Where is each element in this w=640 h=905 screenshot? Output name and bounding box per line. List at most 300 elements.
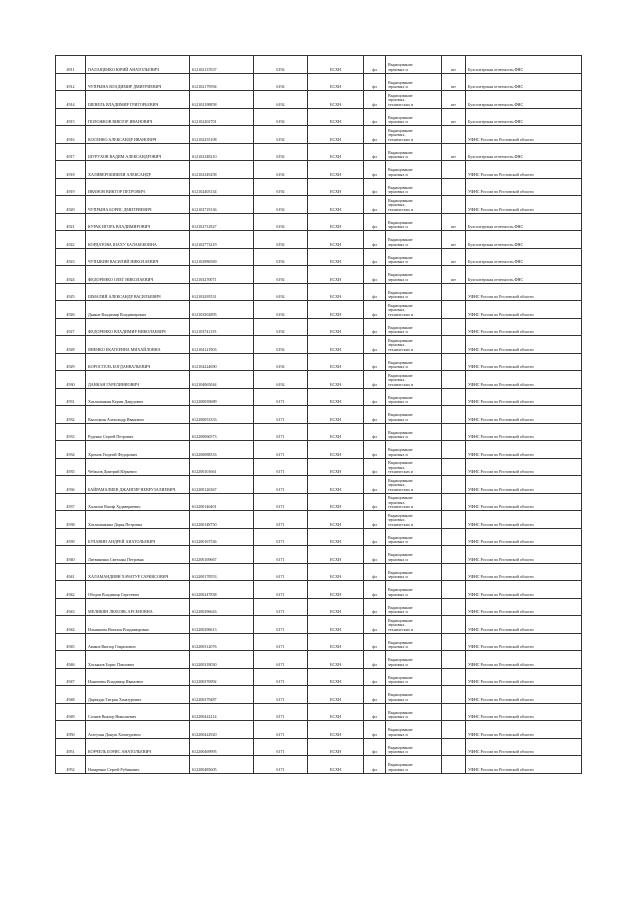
control-authority: УФНС России по Ростовской области (466, 406, 582, 424)
unit: шт (442, 91, 466, 109)
row-number: 4933 (56, 423, 86, 441)
taxpayer-name: Хатламанкин Керим Давудович (86, 388, 190, 406)
tax-regime: ЕСХН (308, 528, 364, 546)
tax-office-code: 6192 (254, 301, 308, 319)
taxpayer-type: фл (364, 686, 386, 704)
taxpayer-type: фл (364, 721, 386, 739)
activity-description (386, 528, 442, 546)
activity-line: Выращивание (388, 478, 413, 483)
taxpayer-name: Хромов Георгий Федорович (86, 441, 190, 459)
unit: шт (442, 213, 466, 231)
tax-office-code: 6192 (254, 231, 308, 249)
activity-description (386, 598, 442, 616)
activity-description (386, 388, 442, 406)
control-authority: Бухгалтерская отчетность,ФНС (466, 231, 582, 249)
tax-regime: ЕСХН (308, 651, 364, 669)
taxpayer-inn: 612104065044 (190, 371, 254, 389)
taxpayer-name: Дьяков Владимир Владимирович (86, 301, 190, 319)
tax-office-code: 6171 (254, 756, 308, 774)
tax-office-code: 6171 (254, 616, 308, 634)
row-number: 4912 (56, 73, 86, 91)
taxpayer-type: фл (364, 91, 386, 109)
activity-line: Выращивание (388, 168, 413, 173)
table-row (56, 213, 582, 231)
taxpayer-inn: 612102405134 (190, 178, 254, 196)
taxpayer-type: фл (364, 476, 386, 494)
activity-line: Выращивание (388, 80, 413, 85)
unit (442, 493, 466, 511)
taxpayer-name: КОРОСТЕЛЬ БОГДАНВАЛЬЕВИЧ (86, 353, 190, 371)
taxpayer-type: фл (364, 266, 386, 284)
control-authority: УФНС России по Ростовской области (466, 441, 582, 459)
control-authority: УФНС России по Ростовской области (466, 458, 582, 476)
taxpayer-type: фл (364, 388, 386, 406)
taxpayer-type: фл (364, 668, 386, 686)
control-authority: УФНС России по Ростовской области (466, 563, 582, 581)
taxpayer-type: фл (364, 633, 386, 651)
taxpayer-type: фл (364, 73, 386, 91)
tax-regime: ЕСХН (308, 73, 364, 91)
activity-description (386, 353, 442, 371)
activity-line: зерновых, (388, 465, 406, 470)
taxpayer-type: фл (364, 756, 386, 774)
taxpayer-type: фл (364, 161, 386, 179)
taxpayer-type: фл (364, 528, 386, 546)
taxpayer-name: ХАЛЯВЕРОШВИЛИ АЛЕКСАНДР (86, 161, 190, 179)
taxpayer-inn: 612200053333 (190, 406, 254, 424)
activity-description (386, 143, 442, 161)
row-number: 4918 (56, 161, 86, 179)
activity-line: технических и (388, 207, 414, 212)
activity-description (386, 283, 442, 301)
control-authority: Бухгалтерская отчетность,ФНС (466, 266, 582, 284)
taxpayer-inn: 612200422214 (190, 703, 254, 721)
tax-office-code: 6171 (254, 651, 308, 669)
unit (442, 581, 466, 599)
tax-regime: ЕСХН (308, 738, 364, 756)
taxpayer-name: Литвиненко Светлана Петровна (86, 546, 190, 564)
taxpayer-type: фл (364, 318, 386, 336)
tax-regime: ЕСХН (308, 196, 364, 214)
activity-description (386, 458, 442, 476)
taxpayer-inn: 612200376992 (190, 668, 254, 686)
taxpayer-name: ИВАНОВ ВИКТОР ПЕТРОВИЧ (86, 178, 190, 196)
activity-line: технических и (388, 627, 414, 632)
tax-office-code: 6192 (254, 108, 308, 126)
taxpayer-inn: 612102137637 (190, 56, 254, 74)
table-row (56, 668, 582, 686)
taxpayer-type: фл (364, 231, 386, 249)
taxpayer-name: ПОЛОЖКОВ ВИКТОР ИВАНОВИЧ (86, 108, 190, 126)
taxpayer-name: КУРАК ИГОРЬ ВЛАДИМИРОВИЧ (86, 213, 190, 231)
tax-regime: ЕСХН (308, 266, 364, 284)
taxpayer-type: фл (364, 126, 386, 144)
activity-line: Выращивание (388, 763, 413, 768)
taxpayer-inn: 612200379487 (190, 686, 254, 704)
control-authority: УФНС России по Ростовской области (466, 633, 582, 651)
control-authority: УФНС России по Ростовской области (466, 196, 582, 214)
taxpayer-inn: 612200039689 (190, 388, 254, 406)
taxpayer-name: Руденко Сергей Петрович (86, 423, 190, 441)
row-number: 4947 (56, 668, 86, 686)
control-authority: УФНС России по Ростовской области (466, 476, 582, 494)
activity-description (386, 738, 442, 756)
taxpayer-name: Ободов Владимир Сергеевич (86, 581, 190, 599)
tax-regime: ЕСХН (308, 143, 364, 161)
unit (442, 388, 466, 406)
activity-line: технических и (388, 487, 414, 492)
control-authority: Бухгалтерская отчетность,ФНС (466, 213, 582, 231)
table-row (56, 56, 582, 74)
taxpayer-type: фл (364, 371, 386, 389)
tax-regime: ЕСХН (308, 231, 364, 249)
activity-line: Выращивание (388, 93, 413, 98)
table-row (56, 178, 582, 196)
control-authority: Бухгалтерская отчетность,ФНС (466, 143, 582, 161)
activity-line: зерновых, (388, 98, 406, 103)
taxpayer-inn: 612200148750 (190, 511, 254, 529)
activity-line: Выращивание (388, 395, 413, 400)
activity-line: Выращивание (388, 325, 413, 330)
activity-line: технических и (388, 347, 414, 352)
activity-line: технических и (388, 470, 414, 475)
table-row (56, 511, 582, 529)
unit: шт (442, 73, 466, 91)
control-authority: УФНС России по Ростовской области (466, 126, 582, 144)
taxpayer-name: ШЕВЕЛЬ ВЛАДИМИР ГРИГОРЬЕВИЧ (86, 91, 190, 109)
activity-line: технических и (388, 522, 414, 527)
activity-description (386, 423, 442, 441)
activity-description (386, 668, 442, 686)
control-authority: УФНС России по Ростовской области (466, 651, 582, 669)
activity-line: зерновых и (388, 85, 408, 90)
activity-line: Выращивание (388, 128, 413, 133)
tax-office-code: 6171 (254, 423, 308, 441)
activity-line: Выращивание (388, 496, 413, 501)
tax-regime: ЕСХН (308, 371, 364, 389)
tax-regime: ЕСХН (308, 56, 364, 74)
activity-line: зерновых и (388, 172, 408, 177)
activity-description (386, 56, 442, 74)
taxpayer-type: фл (364, 406, 386, 424)
activity-line: Выращивание (388, 373, 413, 378)
table-row (56, 476, 582, 494)
tax-office-code: 6171 (254, 406, 308, 424)
activity-line: Выращивание (388, 605, 413, 610)
activity-line: зерновых и (388, 557, 408, 562)
unit (442, 318, 466, 336)
activity-description (386, 476, 442, 494)
activity-description (386, 196, 442, 214)
activity-description (386, 441, 442, 459)
row-number: 4920 (56, 196, 86, 214)
activity-line: Выращивание (388, 448, 413, 453)
tax-office-code: 6171 (254, 476, 308, 494)
row-number: 4927 (56, 318, 86, 336)
taxpayer-name: Ильинкова Наталья Владимировна (86, 616, 190, 634)
taxpayer-inn: 612103295531 (190, 283, 254, 301)
unit (442, 668, 466, 686)
taxpayer-inn: 612102179594 (190, 73, 254, 91)
row-number: 4951 (56, 738, 86, 756)
table-row (56, 738, 582, 756)
tax-office-code: 6171 (254, 721, 308, 739)
activity-description (386, 756, 442, 774)
taxpayer-inn: 612102349258 (190, 161, 254, 179)
taxpayer-inn: 612200066573 (190, 423, 254, 441)
taxpayer-name: ЧУПРЫНА ВЛАДИМИР ДМИТРИЕВИЧ (86, 73, 190, 91)
tax-regime: ЕСХН (308, 703, 364, 721)
taxpayer-name: Аваков Виктор Генрихович (86, 633, 190, 651)
taxpayer-name: ПАЛАЩЕНКО ЮРИЙ АНАТОЛЬЕВИЧ (86, 56, 190, 74)
activity-line: зерновых и (388, 645, 408, 650)
register-page (55, 55, 581, 774)
activity-description (386, 248, 442, 266)
taxpayer-type: фл (364, 178, 386, 196)
tax-regime: ЕСХН (308, 546, 364, 564)
activity-description (386, 318, 442, 336)
activity-description (386, 406, 442, 424)
tax-office-code: 6192 (254, 353, 308, 371)
activity-description (386, 213, 442, 231)
table-row (56, 353, 582, 371)
tax-regime: ЕСХН (308, 301, 364, 319)
taxpayer-name: Даракуди Тигран Хачатурович (86, 686, 190, 704)
unit (442, 161, 466, 179)
taxpayer-name: Халилов Вагиф Худавериевич (86, 493, 190, 511)
taxpayer-type: фл (364, 248, 386, 266)
taxpayer-type: фл (364, 423, 386, 441)
unit (442, 546, 466, 564)
taxpayer-type: фл (364, 108, 386, 126)
unit: шт (442, 248, 466, 266)
tax-regime: ЕСХН (308, 283, 364, 301)
table-row (56, 546, 582, 564)
activity-line: зерновых и (388, 67, 408, 72)
taxpayer-name: КОСЕНКО АЛЕКСАНДР ИВАНОВИЧ (86, 126, 190, 144)
table-row (56, 721, 582, 739)
activity-description (386, 336, 442, 354)
control-authority: УФНС России по Ростовской области (466, 493, 582, 511)
taxpayer-type: фл (364, 616, 386, 634)
activity-description (386, 91, 442, 109)
activity-line: зерновых и (388, 452, 408, 457)
taxpayer-inn: 612102986569 (190, 248, 254, 266)
row-number: 4937 (56, 493, 86, 511)
tax-office-code: 6192 (254, 248, 308, 266)
taxpayer-type: фл (364, 651, 386, 669)
tax-office-code: 6192 (254, 266, 308, 284)
tax-regime: ЕСХН (308, 126, 364, 144)
activity-line: Выращивание (388, 338, 413, 343)
tax-office-code: 6192 (254, 318, 308, 336)
taxpayer-inn: 612102198858 (190, 91, 254, 109)
taxpayer-name: Назаренко Сергей Рубинович (86, 756, 190, 774)
table-row (56, 528, 582, 546)
activity-line: зерновых и (388, 330, 408, 335)
tax-regime: ЕСХН (308, 161, 364, 179)
table-row (56, 651, 582, 669)
taxpayer-inn: 612200312076 (190, 633, 254, 651)
taxpayer-name: БУЛАВИН АНДРЕЙ АНАТОЛЬЕВИЧ (86, 528, 190, 546)
tax-office-code: 6192 (254, 143, 308, 161)
activity-line: Выращивание (388, 150, 413, 155)
activity-line: зерновых и (388, 592, 408, 597)
table-row (56, 423, 582, 441)
activity-line: Выращивание (388, 745, 413, 750)
taxpayer-name: ФЕДОРЕНКО ОЛЕГ НИКОЛАЕВИЧ (86, 266, 190, 284)
control-authority: УФНС России по Ростовской области (466, 318, 582, 336)
taxpayer-type: фл (364, 581, 386, 599)
activity-line: Выращивание (388, 570, 413, 575)
taxpayer-inn: 612102719136 (190, 196, 254, 214)
control-authority: УФНС России по Ростовской области (466, 686, 582, 704)
tax-office-code: 6171 (254, 598, 308, 616)
activity-line: зерновых и (388, 767, 408, 772)
activity-line: Выращивание (388, 198, 413, 203)
unit: шт (442, 231, 466, 249)
taxpayer-name: КОРДАТОВА ШАХУ БАЛАБЕКОВНА (86, 231, 190, 249)
table-row (56, 493, 582, 511)
taxpayer-inn: 612200318030 (190, 651, 254, 669)
activity-line: зерновых, (388, 518, 406, 523)
activity-line: зерновых и (388, 190, 408, 195)
control-authority: УФНС России по Ростовской области (466, 581, 582, 599)
activity-line: Выращивание (388, 115, 413, 120)
row-number: 4942 (56, 581, 86, 599)
activity-description (386, 581, 442, 599)
table-row (56, 616, 582, 634)
activity-line: Выращивание (388, 413, 413, 418)
table-row (56, 388, 582, 406)
activity-line: зерновых и (388, 277, 408, 282)
activity-description (386, 266, 442, 284)
control-authority: УФНС России по Ростовской области (466, 546, 582, 564)
activity-line: Выращивание (388, 303, 413, 308)
activity-line: зерновых и (388, 260, 408, 265)
activity-line: Выращивание (388, 513, 413, 518)
activity-description (386, 721, 442, 739)
activity-line: зерновых и (388, 680, 408, 685)
row-number: 4938 (56, 511, 86, 529)
control-authority: УФНС России по Ростовской области (466, 353, 582, 371)
register-body (56, 56, 582, 774)
taxpayer-inn: 612102255108 (190, 126, 254, 144)
tax-office-code: 6171 (254, 493, 308, 511)
tax-regime: ЕСХН (308, 353, 364, 371)
control-authority: УФНС России по Ростовской области (466, 301, 582, 319)
activity-line: зерновых и (388, 435, 408, 440)
table-row (56, 336, 582, 354)
activity-line: зерновых и (388, 575, 408, 580)
taxpayer-inn: 612102348210 (190, 143, 254, 161)
unit (442, 738, 466, 756)
taxpayer-type: фл (364, 213, 386, 231)
taxpayer-name: БАЙРАМАЛИЕВ ДЖАНГИР НЕВРУЗАЛИЕВИЧ (86, 476, 190, 494)
unit (442, 336, 466, 354)
taxpayer-inn: 612200485605 (190, 756, 254, 774)
tax-office-code: 6192 (254, 56, 308, 74)
taxpayer-inn: 612104224690 (190, 353, 254, 371)
taxpayer-inn: 612104121903 (190, 336, 254, 354)
taxpayer-name: Чебанов Дмитрий Юрьевич (86, 458, 190, 476)
control-authority: УФНС России по Ростовской области (466, 756, 582, 774)
tax-regime: ЕСХН (308, 598, 364, 616)
taxpayer-name: ХАЛАМАНДИЯН ХАЧАТУР САРКИСОВИЧ (86, 563, 190, 581)
taxpayer-type: фл (364, 336, 386, 354)
tax-regime: ЕСХН (308, 563, 364, 581)
taxpayer-inn: 612200167536 (190, 528, 254, 546)
row-number: 4943 (56, 598, 86, 616)
activity-description (386, 231, 442, 249)
table-row (56, 318, 582, 336)
activity-line: зерновых и (388, 365, 408, 370)
taxpayer-inn: 612102202701 (190, 108, 254, 126)
tax-office-code: 6192 (254, 91, 308, 109)
activity-line: зерновых и (388, 155, 408, 160)
row-number: 4935 (56, 458, 86, 476)
tax-regime: ЕСХН (308, 458, 364, 476)
taxpayer-inn: 612200126367 (190, 476, 254, 494)
taxpayer-type: фл (364, 546, 386, 564)
tax-regime: ЕСХН (308, 388, 364, 406)
activity-description (386, 686, 442, 704)
taxpayer-name: ФЕДОРЕНКО ВЛАДИМИР НИКОЛАЕВИЧ (86, 318, 190, 336)
unit (442, 721, 466, 739)
control-authority: УФНС России по Ростовской области (466, 371, 582, 389)
row-number: 4923 (56, 248, 86, 266)
table-row (56, 406, 582, 424)
activity-line: Выращивание (388, 675, 413, 680)
taxpayer-type: фл (364, 441, 386, 459)
taxpayer-inn: 612200101661 (190, 458, 254, 476)
activity-line: зерновых и (388, 225, 408, 230)
row-number: 4924 (56, 266, 86, 284)
taxpayer-name: КОРЧЕЛЬ БОРИС АНАТОЛЬЕВИЧ (86, 738, 190, 756)
table-row (56, 458, 582, 476)
control-authority: Бухгалтерская отчетность,ФНС (466, 248, 582, 266)
row-number: 4939 (56, 528, 86, 546)
activity-line: Выращивание (388, 535, 413, 540)
tax-regime: ЕСХН (308, 581, 364, 599)
row-number: 4934 (56, 441, 86, 459)
control-authority: УФНС России по Ростовской области (466, 511, 582, 529)
activity-line: Выращивание (388, 693, 413, 698)
activity-description (386, 511, 442, 529)
row-number: 4931 (56, 388, 86, 406)
row-number: 4948 (56, 686, 86, 704)
activity-description (386, 703, 442, 721)
tax-office-code: 6192 (254, 178, 308, 196)
taxpayer-inn: 612200296643 (190, 598, 254, 616)
row-number: 4916 (56, 126, 86, 144)
activity-line: зерновых, (388, 133, 406, 138)
unit (442, 406, 466, 424)
control-authority: УФНС России по Ростовской области (466, 703, 582, 721)
activity-line: Выращивание (388, 618, 413, 623)
unit (442, 441, 466, 459)
table-row (56, 91, 582, 109)
tax-office-code: 6171 (254, 633, 308, 651)
activity-line: зерновых, (388, 203, 406, 208)
tax-office-code: 6171 (254, 581, 308, 599)
taxpayer-inn: 612200178553 (190, 563, 254, 581)
taxpayer-inn: 612200296613 (190, 616, 254, 634)
taxpayer-inn: 612200169667 (190, 546, 254, 564)
activity-line: технических и (388, 102, 414, 107)
activity-description (386, 371, 442, 389)
control-authority: Бухгалтерская отчетность,ФНС (466, 108, 582, 126)
